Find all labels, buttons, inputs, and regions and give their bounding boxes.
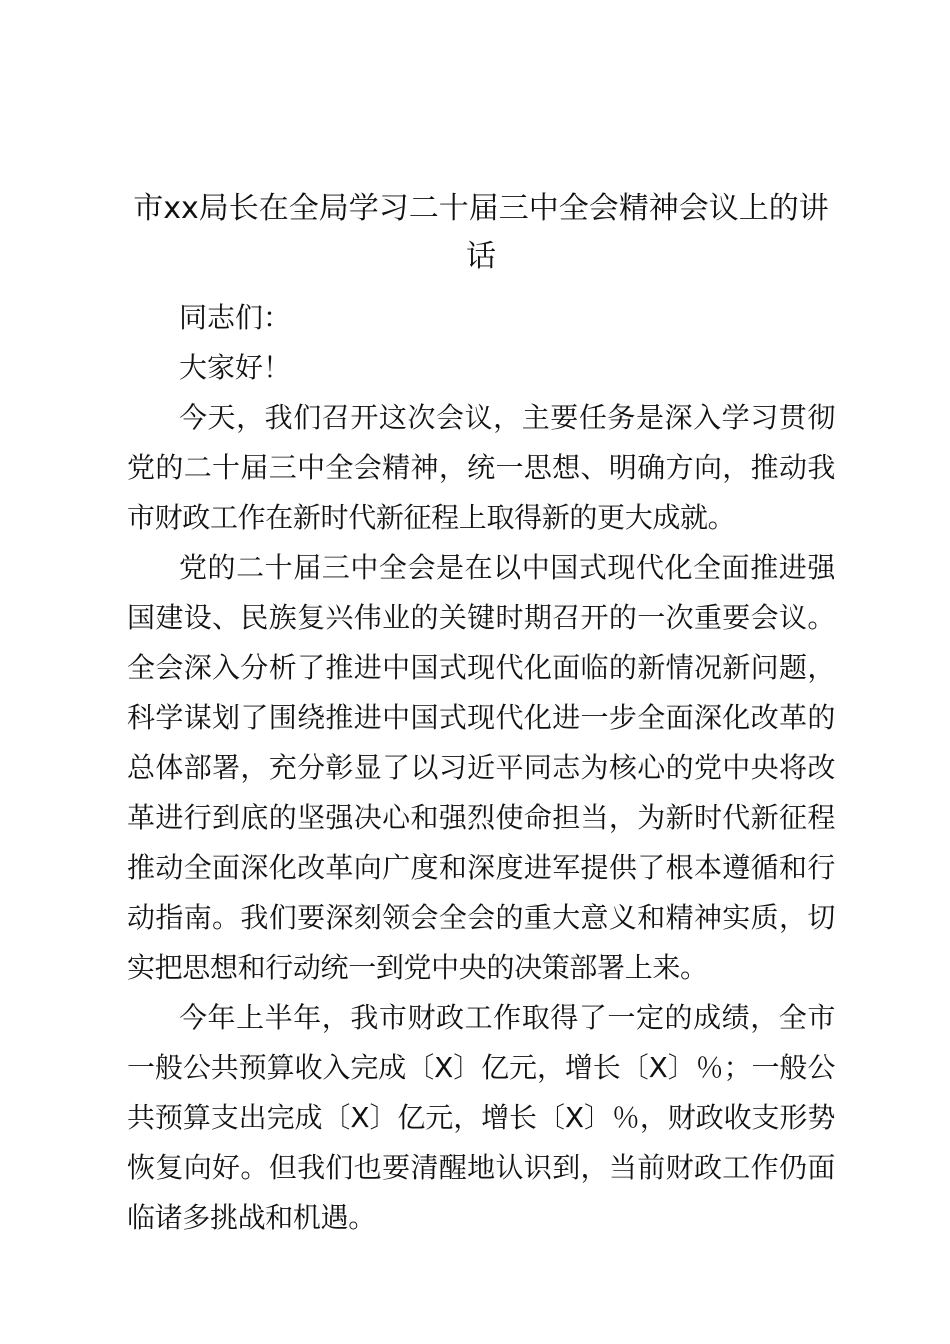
document-page (127, 185, 835, 1243)
salutation-greeting: 大家好！ (179, 351, 292, 384)
body-paragraph-1: 今天，我们召开这次会议，主要任务是深入学习贯彻党的二十届三中全会精神，统一思想、明确方向，推动我市财政工作在新时代新征程上取得新的更大成就。 (127, 401, 835, 534)
body-paragraph-2: 党的二十届三中全会是在以中国式现代化全面推进强国建设、民族复兴伟业的关键时期召开的一次重要会议。全会深入分析了推进中国式现代化面临的新情况新问题，科学谋划了围绕推进中国式现代化进一步全面深化改革的总体部署，充分彰显了以习近平同志为核心的党中央将改革进行到底的坚强决心和强烈使命担当，为新时代新征程推动全面深化改革向广度和深度进军提供了根本遵循和行动指南。我们要深刻领会全会的重大意义和精神实质，切实把思想和行动统一到党中央的决策部署上来。 (127, 551, 835, 984)
salutation-comrades: 同志们： (179, 301, 292, 334)
body-paragraph-3: 今年上半年，我市财政工作取得了一定的成绩，全市一般公共预算收入完成〔X〕亿元，增长〔X〕％；一般公共预算支出完成〔X〕亿元，增长〔X〕％，财政收支形势恢复向好。但我们也要清醒地认识到，当前财政工作仍面临诸多挑战和机遇。 (127, 1001, 835, 1234)
document-title: 市xx局长在全局学习二十届三中全会精神会议上的讲话 (133, 191, 829, 274)
